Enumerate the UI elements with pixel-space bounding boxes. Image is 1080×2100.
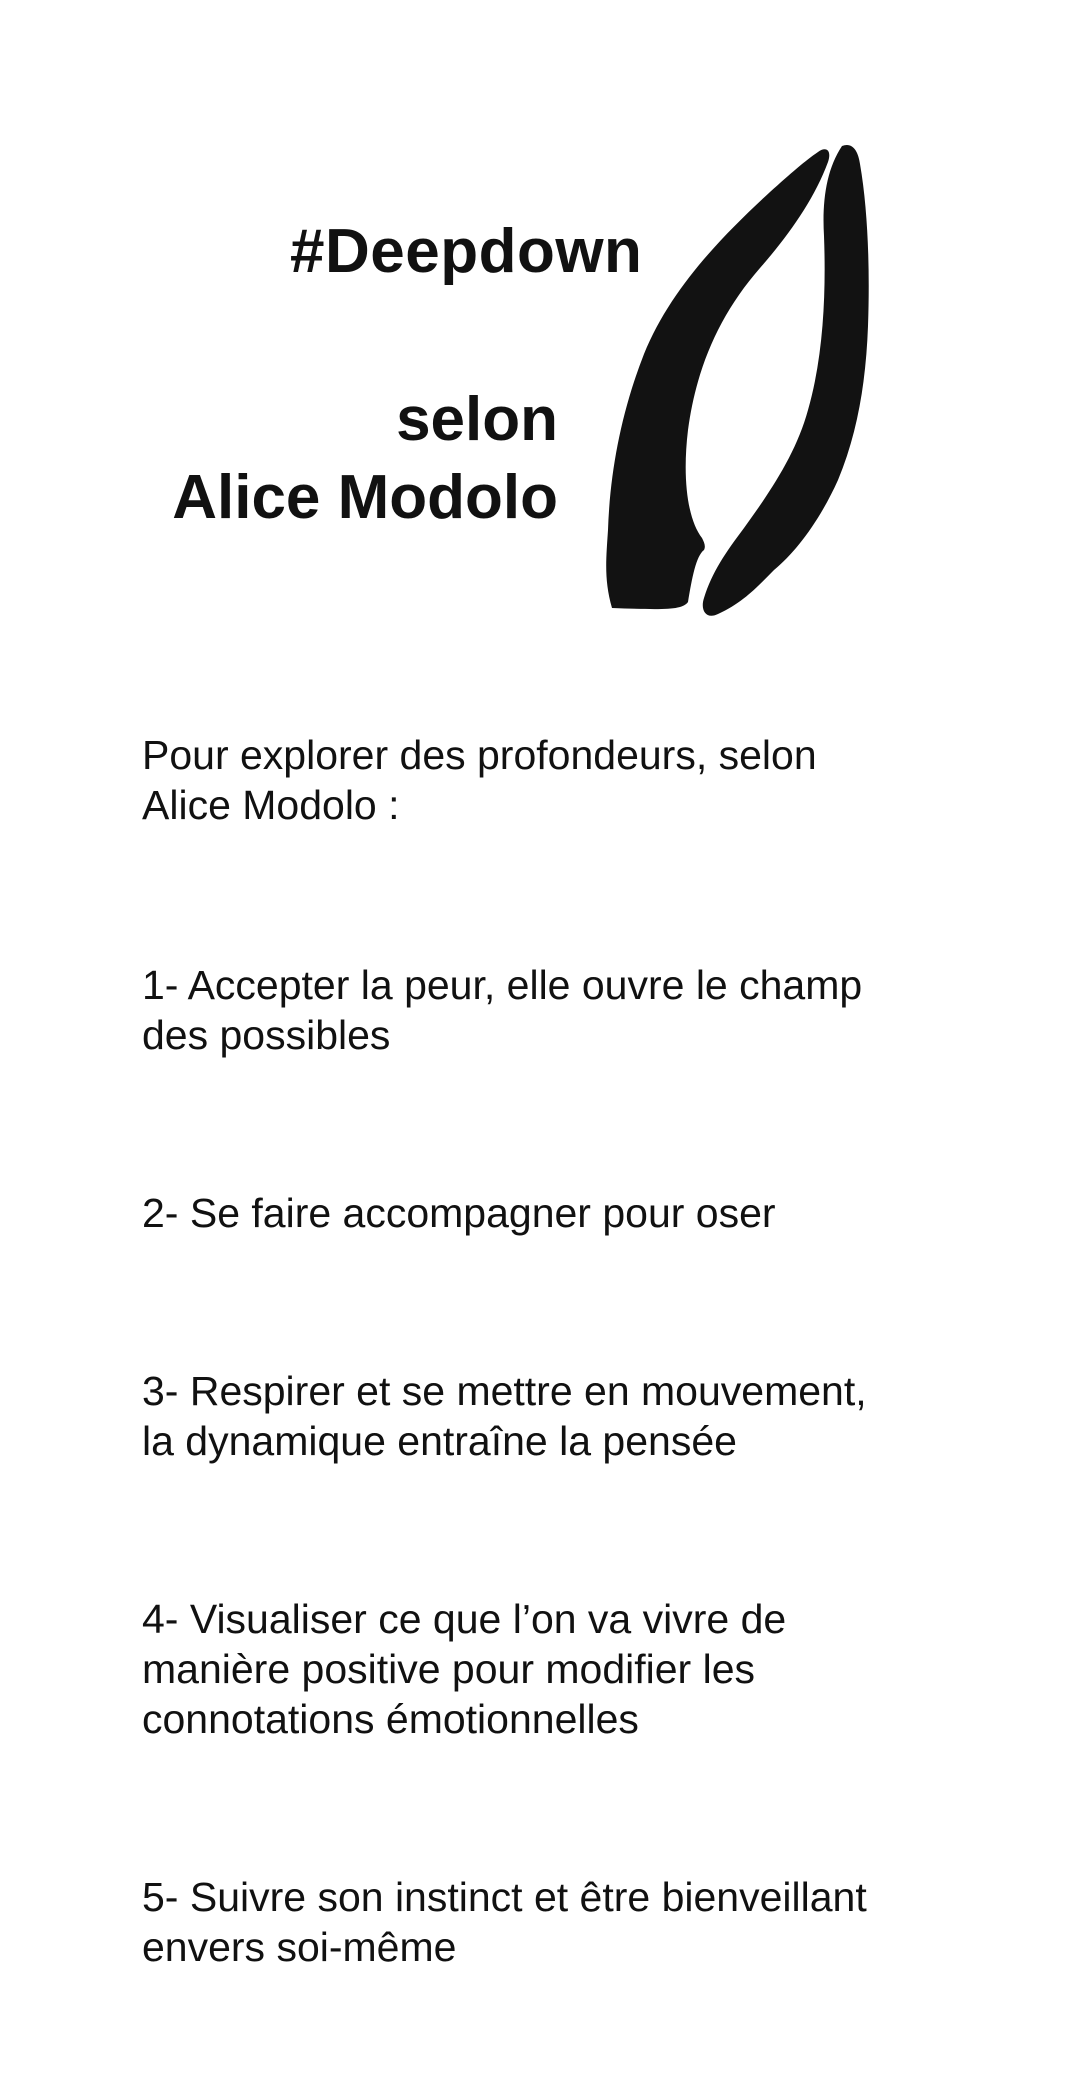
tip-4-line-1: 4- Visualiser ce que l’on va vivre de [142,1596,787,1642]
tip-item-3 [142,1366,962,1466]
tip-item-4 [142,1594,962,1744]
tip-4-line-2: manière positive pour modifier les [142,1646,755,1692]
selon-label: selon [396,385,558,454]
tip-1-line-1: 1- Accepter la peur, elle ouvre le champ [142,962,863,1008]
tip-4-line-3: connotations émotionnelles [142,1696,639,1742]
tip-5-line-1: 5- Suivre son instinct et être bienveillant [142,1874,867,1920]
tip-5-line-2: envers soi-même [142,1924,457,1970]
brush-stroke-icon [600,140,880,620]
tip-item-1 [142,960,962,1060]
tip-item-5 [142,1872,962,1972]
tip-item-2 [142,1188,962,1238]
tips-content [142,730,962,2100]
tip-2-line-1: 2- Se faire accompagner pour oser [142,1190,776,1236]
intro-line-2: Alice Modolo : [142,782,400,828]
hashtag-title: #Deepdown [290,217,643,286]
tip-3-line-1: 3- Respirer et se mettre en mouvement, [142,1368,867,1414]
intro-line-1: Pour explorer des profondeurs, selon [142,732,817,778]
tip-1-line-2: des possibles [142,1012,391,1058]
author-name: Alice Modolo [172,463,558,532]
intro-paragraph [142,730,962,830]
tip-3-line-2: la dynamique entraîne la pensée [142,1418,737,1464]
title-block [0,0,1080,640]
